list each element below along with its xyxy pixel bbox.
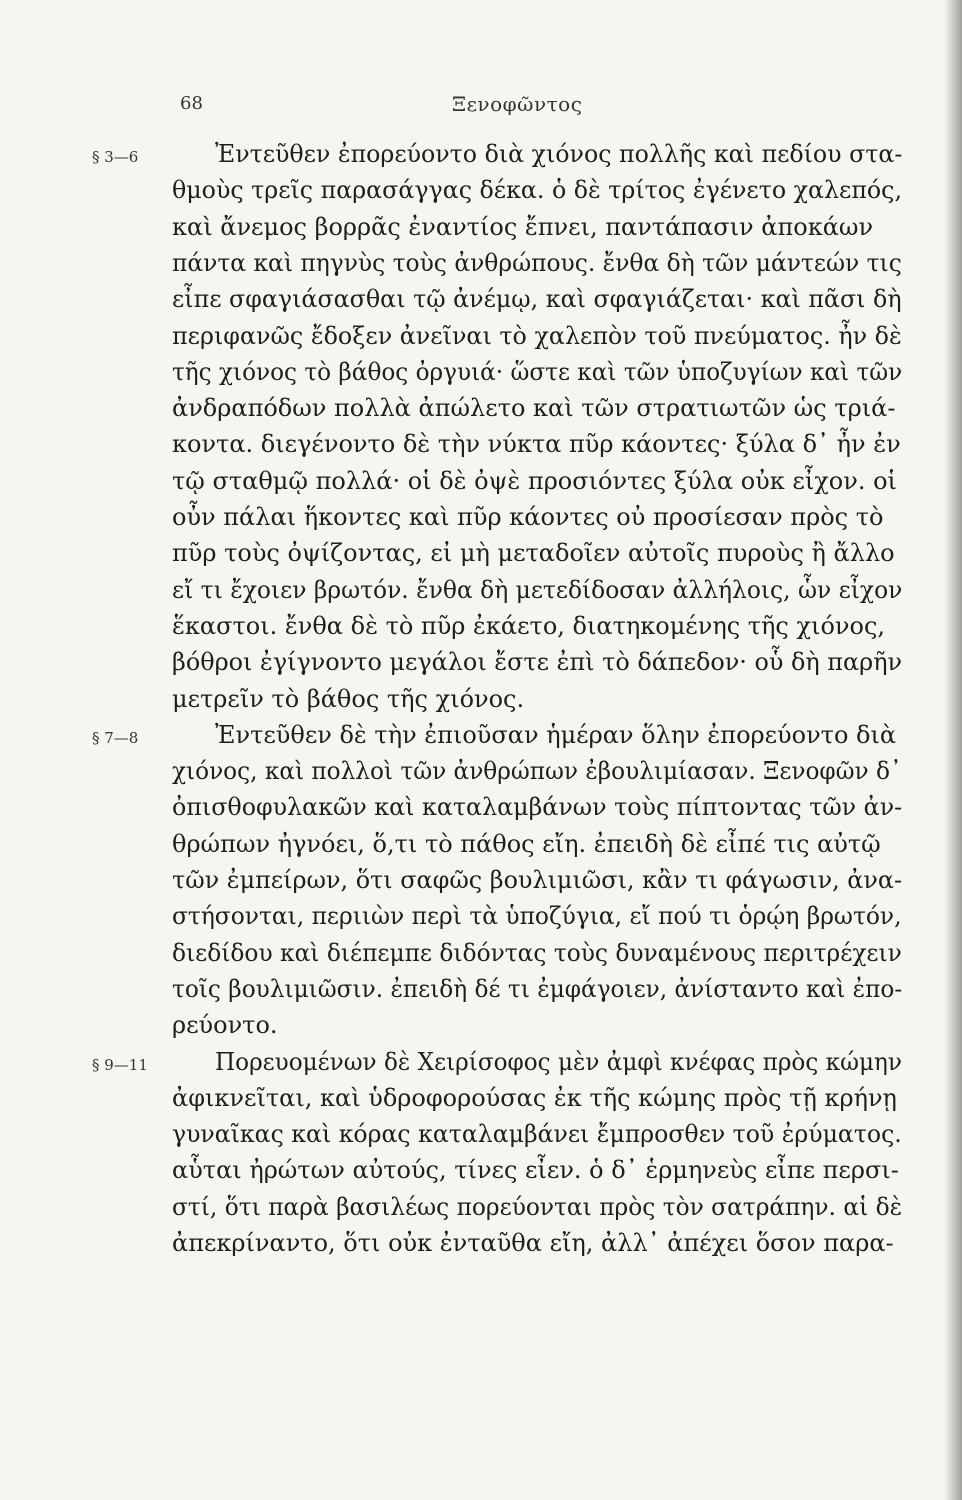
text-line: Ἐντεῦθεν ἐπορεύοντο διὰ χιόνος πολλῆς καὶ πεδίου στα-: [215, 140, 903, 168]
text-line: τῆς χιόνος τὸ βάθος ὀργυιά· ὥστε καὶ τῶν ὑποζυγίων καὶ τῶν: [172, 357, 903, 386]
text-line: ἀνδραπόδων πολλὰ ἀπώλετο καὶ τῶν στρατιωτῶν ὡς τριά-: [172, 394, 896, 423]
text-line: τῷ σταθμῷ πολλά· οἱ δὲ ὀψὲ προσιόντες ξύλα οὐκ εἶχον. οἱ: [172, 466, 897, 495]
text-line: πάντα καὶ πηγνὺς τοὺς ἀνθρώπους. ἔνθα δὴ τῶν μάντεών τις: [172, 248, 902, 277]
text-line: εἶπε σφαγιάσασθαι τῷ ἀνέμῳ, καὶ σφαγιάζεται· καὶ πᾶσι δὴ: [172, 285, 902, 314]
binding-shadow: [944, 0, 962, 1500]
section-ref: § 3—6: [92, 148, 139, 166]
text-line: περιφανῶς ἔδοξεν ἀνεῖναι τὸ χαλεπὸν τοῦ πνεύματος. ἦν δὲ: [172, 321, 902, 350]
text-line: καὶ ἄνεμος βορρᾶς ἐναντίος ἔπνει, παντάπασιν ἀποκάων: [172, 212, 874, 241]
text-line: τῶν ἐμπείρων, ὅτι σαφῶς βουλιμιῶσι, κἂν τι φάγωσιν, ἀνα-: [172, 866, 903, 894]
running-title: Ξενοφῶντος: [452, 92, 583, 116]
text-line: αὗται ἠρώτων αὐτούς, τίνες εἶεν. ὁ δ᾽ ἑρμηνεὺς εἶπε περσι-: [172, 1156, 899, 1185]
text-line: χιόνος, καὶ πολλοὶ τῶν ἀνθρώπων ἐβουλιμίασαν. Ξενοφῶν δ᾽: [172, 757, 902, 786]
text-line: ἀφικνεῖται, καὶ ὑδροφορούσας ἐκ τῆς κώμης πρὸς τῇ κρήνῃ: [172, 1083, 897, 1112]
text-line: ρεύοντο.: [172, 1011, 278, 1040]
text-line: μετρεῖν τὸ βάθος τῆς χιόνος.: [172, 684, 525, 713]
text-line: ὀπισθοφυλακῶν καὶ καταλαμβάνων τοὺς πίπτοντας τῶν ἀν-: [172, 793, 903, 822]
text-line: βόθροι ἐγίγνοντο μεγάλοι ἔστε ἐπὶ τὸ δάπεδον· οὗ δὴ παρῆν: [172, 648, 903, 677]
text-line: Πορευομένων δὲ Χειρίσοφος μὲν ἀμφὶ κνέφας πρὸς κώμην: [215, 1047, 902, 1076]
text-line: θρώπων ἠγνόει, ὅ,τι τὸ πάθος εἴη. ἐπειδὴ δὲ εἶπέ τις αὐτῷ: [172, 829, 881, 858]
page-number: 68: [180, 93, 203, 114]
text-line: στήσονται, περιιὼν περὶ τὰ ὑποζύγια, εἴ πού τι ὁρῴη βρωτόν,: [172, 902, 902, 931]
text-line: τοῖς βουλιμιῶσιν. ἐπειδὴ δέ τι ἐμφάγοιεν, ἀνίσταντο καὶ ἐπο-: [172, 974, 903, 1003]
text-line: εἴ τι ἔχοιεν βρωτόν. ἔνθα δὴ μετεδίδοσαν ἀλλήλοις, ὧν εἶχον: [172, 575, 903, 604]
text-line: θμοὺς τρεῖς παρασάγγας δέκα. ὁ δὲ τρίτος ἐγένετο χαλεπός,: [172, 176, 902, 205]
text-line: ἀπεκρίναντο, ὅτι οὐκ ἐνταῦθα εἴη, ἀλλ᾽ ἀπέχει ὅσον παρα-: [172, 1229, 894, 1257]
text-line: πῦρ τοὺς ὀψίζοντας, εἰ μὴ μεταδοῖεν αὐτοῖς πυροὺς ἢ ἄλλο: [172, 539, 895, 568]
text-line: ἕκαστοι. ἔνθα δὲ τὸ πῦρ ἐκάετο, διατηκομένης τῆς χιόνος,: [172, 611, 886, 640]
text-line: στί, ὅτι παρὰ βασιλέως πορεύονται πρὸς τὸν σατράπην. αἱ δὲ: [172, 1192, 903, 1221]
text-line: διεδίδου καὶ διέπεμπε διδόντας τοὺς δυναμένους περιτρέχειν: [172, 938, 902, 967]
text-line: Ἐντεῦθεν δὲ τὴν ἐπιοῦσαν ἡμέραν ὅλην ἐπορεύοντο διὰ: [215, 720, 897, 749]
text-line: οὖν πάλαι ἥκοντες καὶ πῦρ κάοντες οὐ προσίεσαν πρὸς τὸ: [172, 503, 884, 531]
section-ref: § 7—8: [92, 728, 139, 747]
text-line: κοντα. διεγένοντο δὲ τὴν νύκτα πῦρ κάοντες· ξύλα δ᾽ ἦν ἐν: [172, 430, 901, 459]
text-line: γυναῖκας καὶ κόρας καταλαμβάνει ἔμπροσθεν τοῦ ἐρύματος.: [172, 1120, 902, 1149]
section-ref: § 9—11: [92, 1055, 148, 1074]
